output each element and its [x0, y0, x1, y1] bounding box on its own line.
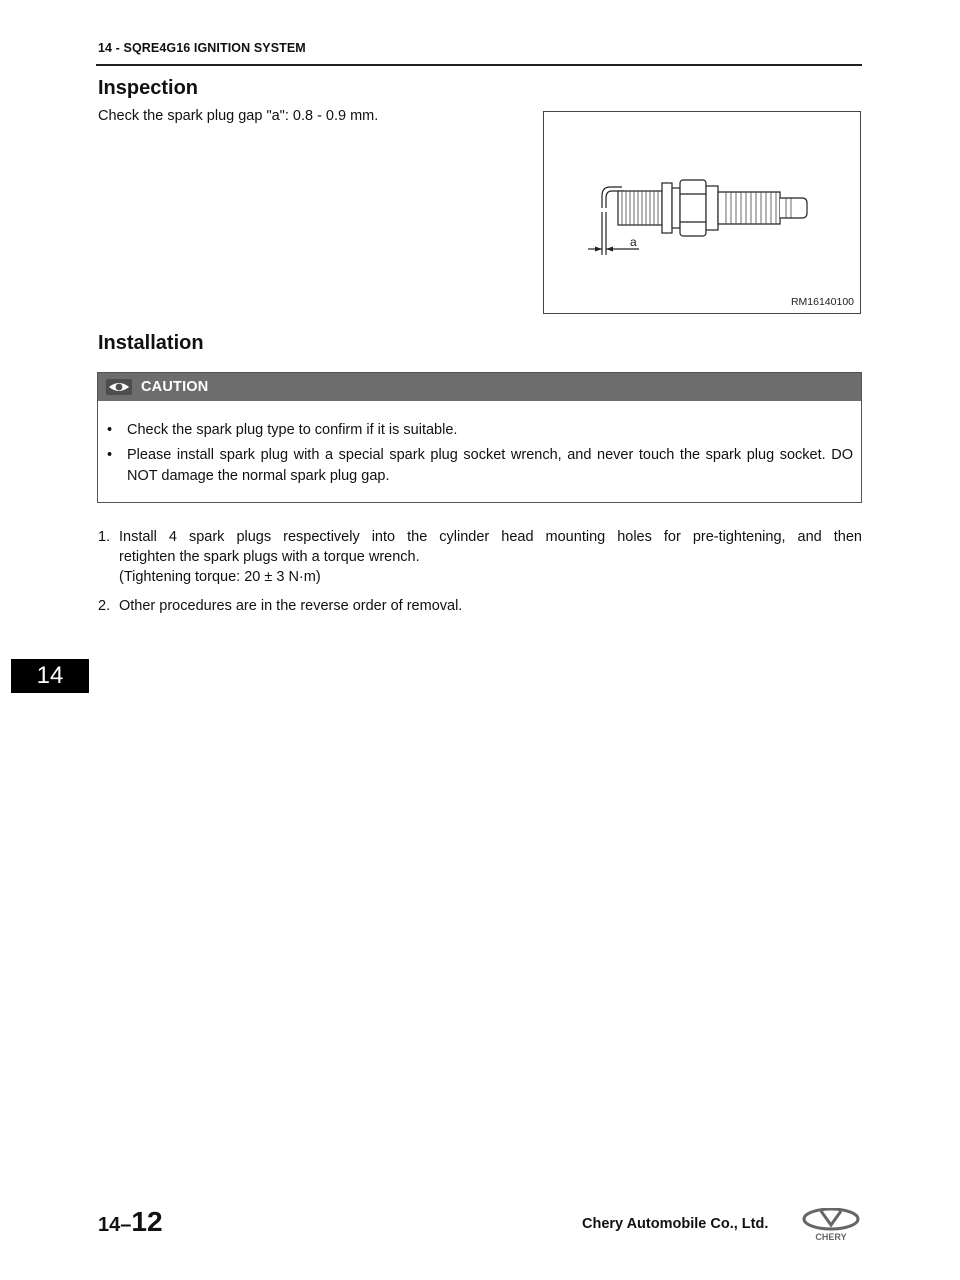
step-number: 1. — [98, 529, 111, 545]
inspection-heading: Inspection — [98, 77, 199, 99]
running-header: 14 - SQRE4G16 IGNITION SYSTEM — [98, 41, 306, 55]
caution-box — [97, 372, 862, 503]
spark-plug-figure — [543, 111, 861, 314]
chapter-side-tab: 14 — [11, 659, 89, 693]
step-torque: (Tightening torque: 20 ± 3 N·m) — [119, 569, 321, 585]
caution-label: CAUTION — [141, 379, 209, 395]
caution-item-text: Please install spark plug with a special spark plug socket wrench, and never touch the spark plug socket. DO NOT damage the normal spark plug gap. — [127, 447, 853, 484]
gap-label-a: a — [630, 235, 637, 249]
spark-plug-illustration — [544, 112, 862, 315]
logo-text: CHERY — [815, 1232, 847, 1242]
caution-list — [98, 401, 861, 487]
page-index: 12 — [131, 1206, 163, 1237]
step-item — [98, 596, 862, 616]
header-rule — [96, 64, 862, 66]
step-item — [98, 527, 862, 587]
page-chapter: 14– — [98, 1214, 132, 1236]
step-text: retighten the spark plugs with a torque wrench. — [119, 549, 420, 565]
caution-header — [98, 373, 861, 401]
caution-item: • Please install spark plug with a special spark plug socket wrench, and never touch the spark plug socket. DO NOT damage the normal spark plug gap. — [107, 447, 853, 484]
step-text: Other procedures are in the reverse order of removal. — [119, 598, 463, 614]
caution-item: • Check the spark plug type to confirm if it is suitable. — [107, 422, 458, 438]
company-name: Chery Automobile Co., Ltd. — [582, 1216, 769, 1232]
inspection-text: Check the spark plug gap "a": 0.8 - 0.9 mm. — [98, 108, 379, 124]
installation-steps — [98, 527, 862, 625]
chery-logo — [802, 1208, 860, 1242]
step-number: 2. — [98, 598, 111, 614]
page-number — [98, 1206, 163, 1238]
figure-id: RM16140100 — [790, 296, 854, 308]
step-text: Install 4 spark plugs respectively into the cylinder head mounting holes for pre-tightening, and then — [119, 529, 862, 545]
eye-icon — [106, 379, 132, 395]
caution-item-text: Check the spark plug type to confirm if it is suitable. — [127, 422, 458, 438]
installation-heading: Installation — [98, 332, 204, 354]
